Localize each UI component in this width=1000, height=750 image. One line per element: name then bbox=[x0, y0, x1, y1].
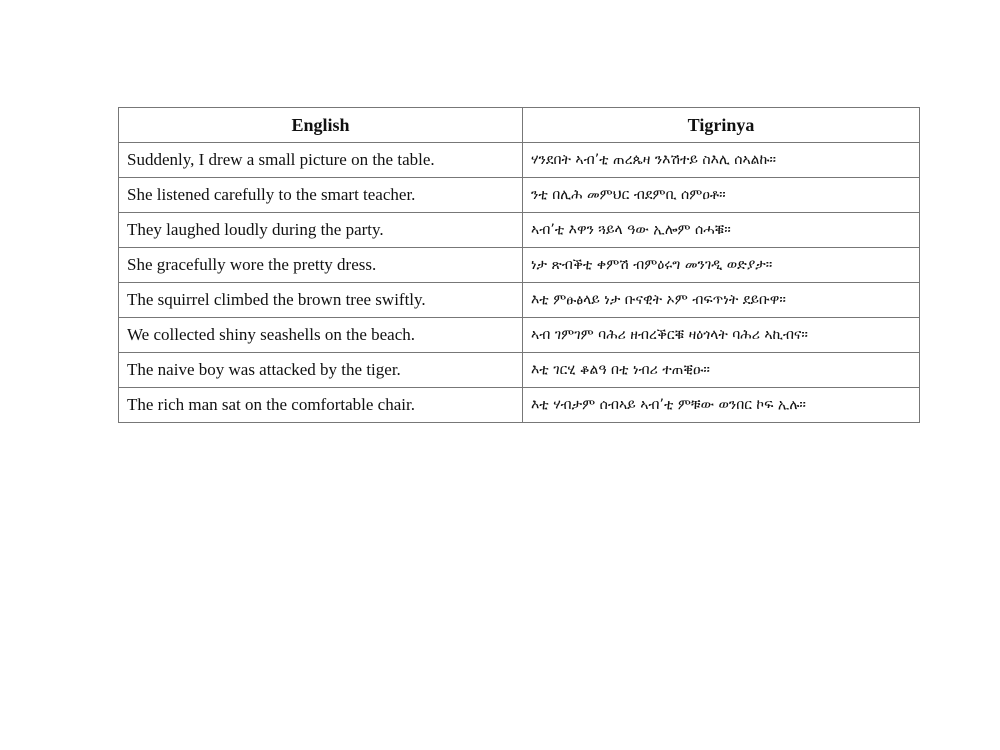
tigrinya-cell: እቲ ሃብታም ሰብኣይ ኣብ’ቲ ምቹው ወንበር ኮፍ ኢሉ። bbox=[523, 388, 920, 423]
table-row bbox=[119, 248, 920, 283]
tigrinya-cell: ኣብ ገምገም ባሕሪ ዘብረቕርቑ ዛዕጎላት ባሕሪ ኣኪብና። bbox=[523, 318, 920, 353]
tigrinya-cell: እቲ ምፁፅላይ ነታ ቡናዊት ኦም ብፍጥነት ደይቡዋ። bbox=[523, 283, 920, 318]
english-cell: She gracefully wore the pretty dress. bbox=[119, 248, 523, 283]
table-row bbox=[119, 213, 920, 248]
header-tigrinya: Tigrinya bbox=[523, 108, 920, 143]
english-cell: The squirrel climbed the brown tree swiftly. bbox=[119, 283, 523, 318]
english-cell: Suddenly, I drew a small picture on the table. bbox=[119, 143, 523, 178]
tigrinya-cell: እቲ ገርሂ ቆልዓ በቲ ነብሪ ተጠቒዑ። bbox=[523, 353, 920, 388]
tigrinya-cell: ሃንደበት ኣብ’ቲ ጠረጴዛ ንእሽተይ ስእሊ ሰኣልኩ። bbox=[523, 143, 920, 178]
english-cell: The naive boy was attacked by the tiger. bbox=[119, 353, 523, 388]
english-cell: We collected shiny seashells on the beach. bbox=[119, 318, 523, 353]
english-cell: They laughed loudly during the party. bbox=[119, 213, 523, 248]
table-row bbox=[119, 143, 920, 178]
table-row bbox=[119, 388, 920, 423]
table-row bbox=[119, 318, 920, 353]
table-row bbox=[119, 353, 920, 388]
table-row bbox=[119, 178, 920, 213]
translation-table bbox=[118, 107, 920, 423]
tigrinya-cell: ነታ ጽብቕቲ ቀምሽ ብምዕሩግ መንገዲ ወድያታ። bbox=[523, 248, 920, 283]
table-row bbox=[119, 283, 920, 318]
english-cell: The rich man sat on the comfortable chair. bbox=[119, 388, 523, 423]
tigrinya-cell: ኣብ’ቲ እዋን ጓይላ ዓው ኢሎም ሰሓቑ። bbox=[523, 213, 920, 248]
tigrinya-cell: ንቲ በሊሕ መምህር ብደምቢ ሰምዐቶ። bbox=[523, 178, 920, 213]
header-english: English bbox=[119, 108, 523, 143]
table-header-row bbox=[119, 108, 920, 143]
english-cell: She listened carefully to the smart teacher. bbox=[119, 178, 523, 213]
